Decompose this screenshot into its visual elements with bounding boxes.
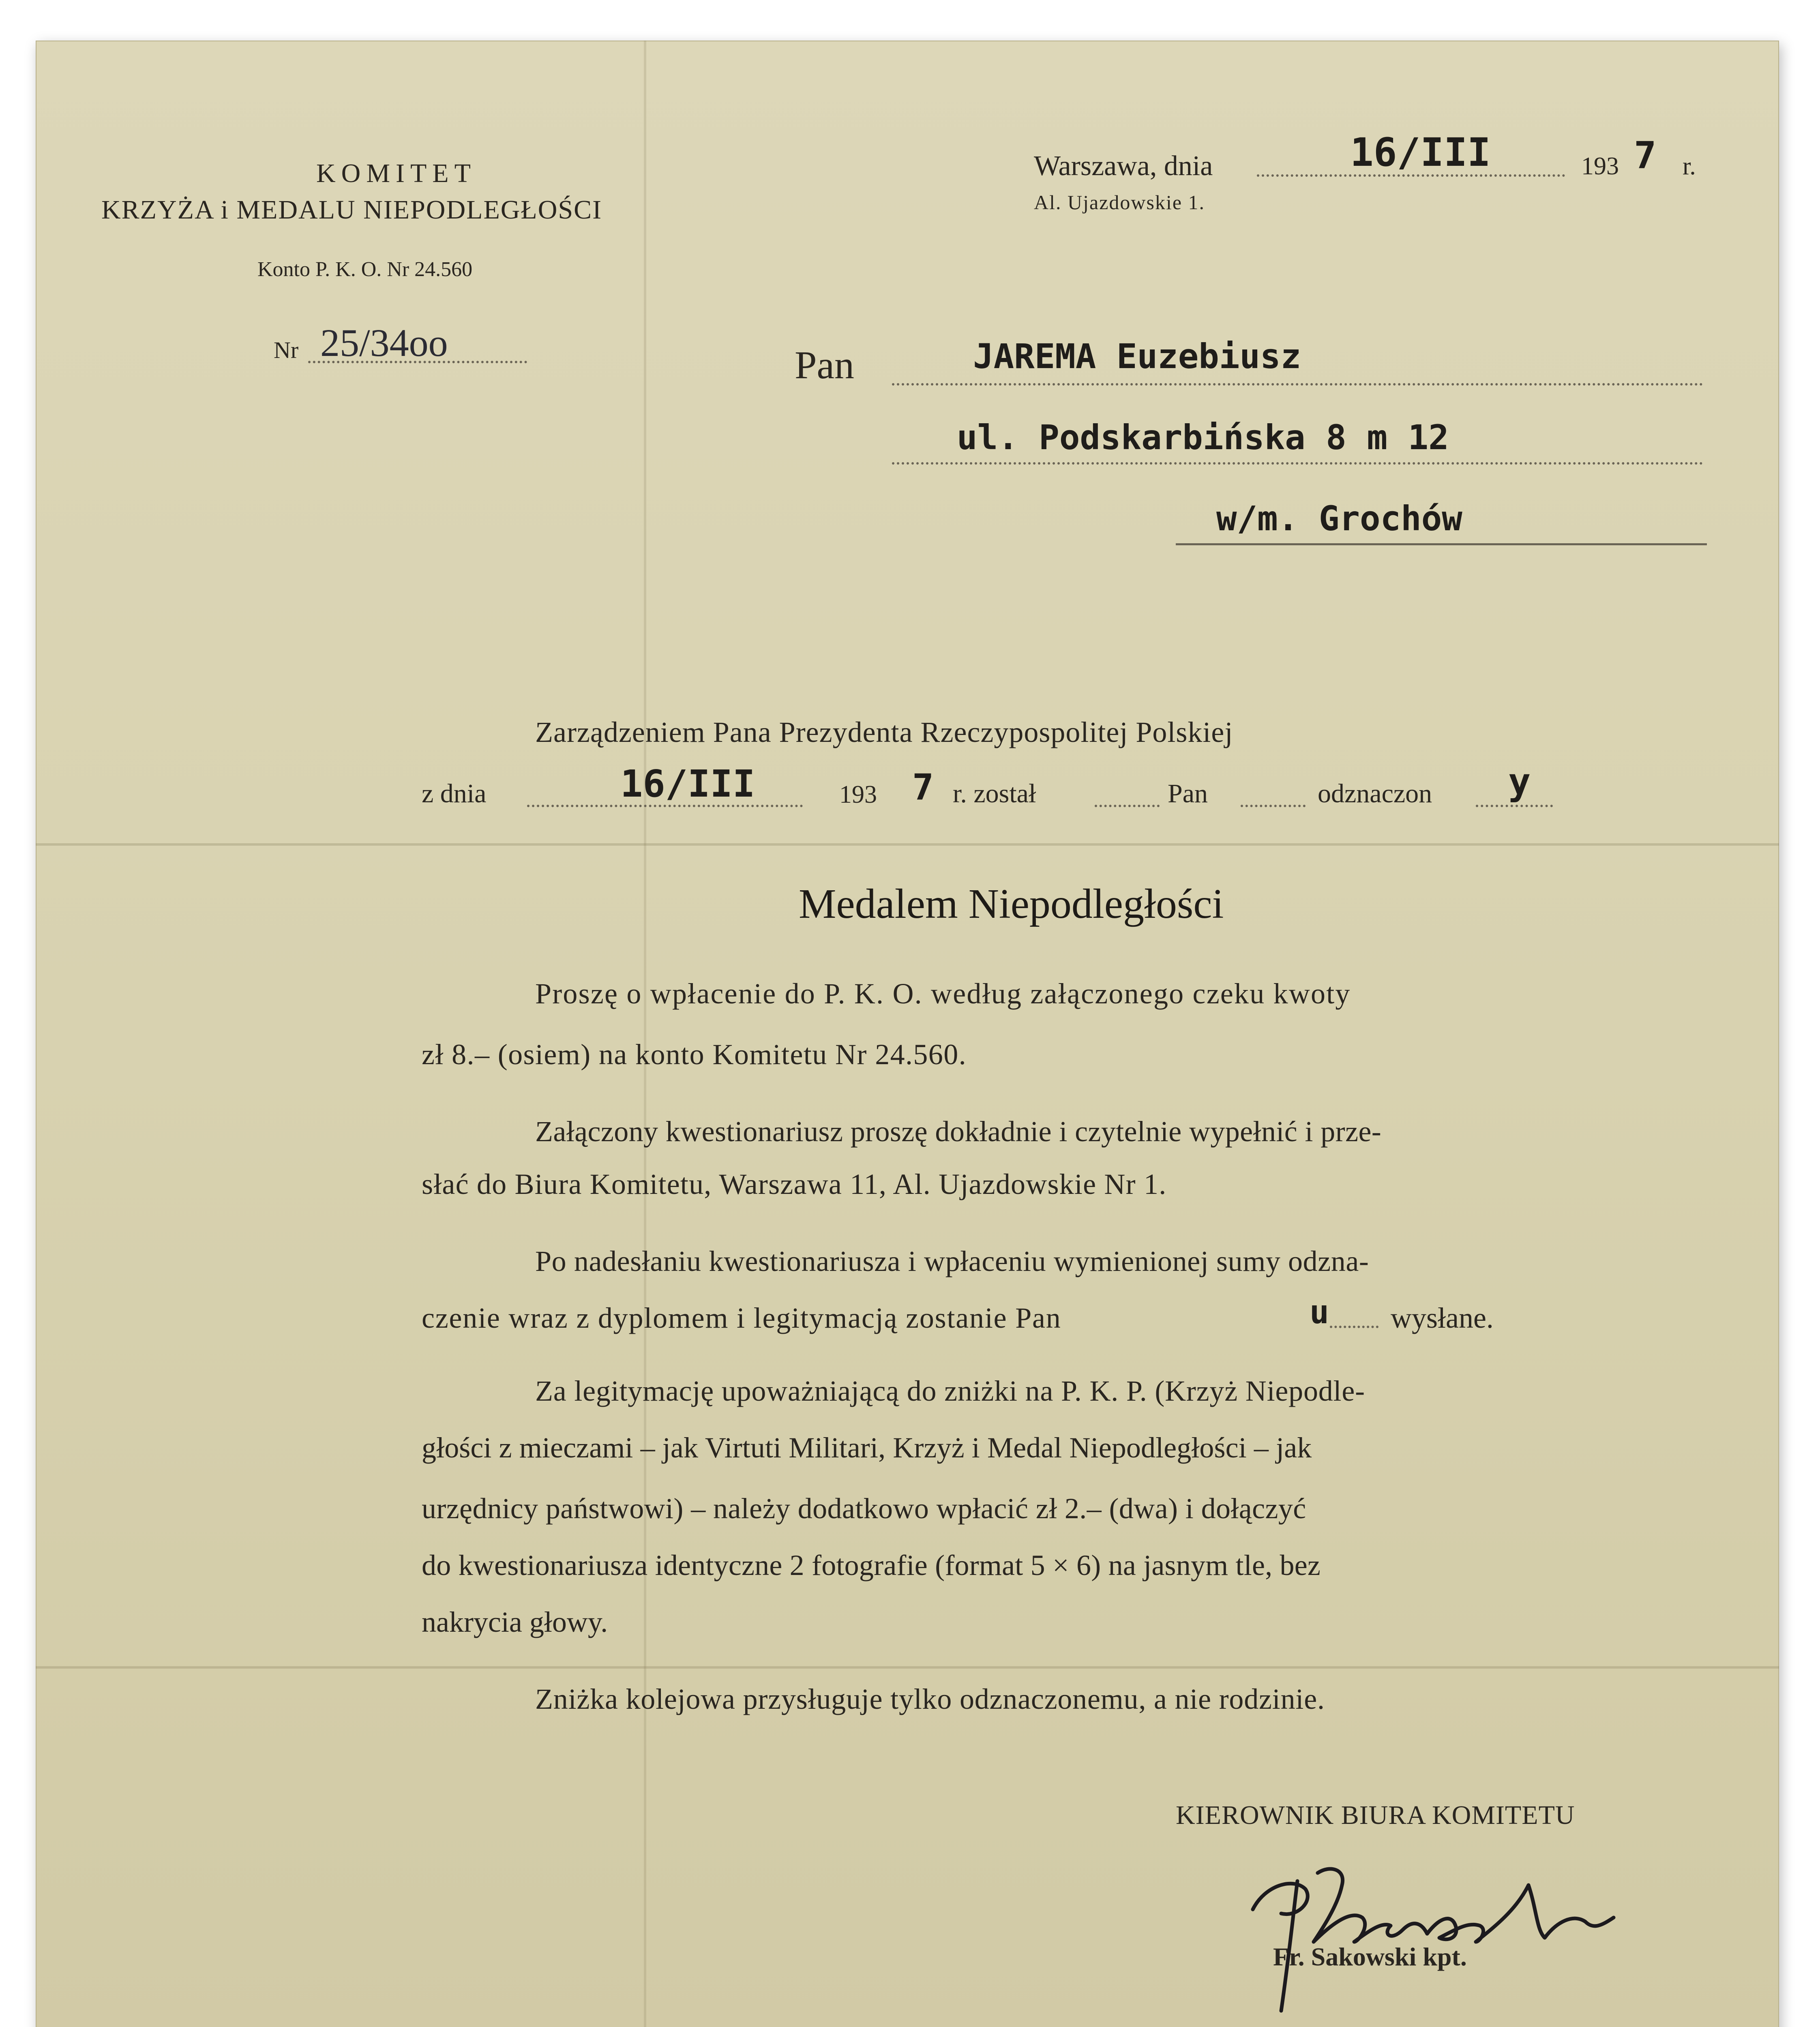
p4-line1: Za legitymację upoważniającą do zniżki na P. K. P. (Krzyż Niepodle- bbox=[535, 1375, 1365, 1407]
date-value: 16/III bbox=[1350, 130, 1491, 175]
recipient-name: JAREMA Euzebiusz bbox=[973, 336, 1301, 376]
signature-name: Fr. Sakowski kpt. bbox=[1273, 1942, 1467, 1971]
p3-line2b: wysłane. bbox=[1391, 1302, 1494, 1334]
year-digit: 7 bbox=[1634, 134, 1657, 177]
fold-line-upper bbox=[36, 843, 1779, 846]
p4-line2: głości z mieczami – jak Virtuti Militari, Krzyż i Medal Niepodległości – jak bbox=[422, 1431, 1312, 1464]
p3-line1: Po nadesłaniu kwestionariusza i wpłaceniu wymienionej sumy odzna- bbox=[535, 1245, 1369, 1277]
p3-line2-fill: u bbox=[1310, 1293, 1329, 1331]
p2-line2: słać do Biura Komitetu, Warszawa 11, Al. Ujazdowskie Nr 1. bbox=[422, 1168, 1167, 1200]
decree-r-zostal: r. został bbox=[953, 779, 1036, 808]
letterhead-line2: KRZYŻA i MEDALU NIEPODLEGŁOŚCI bbox=[101, 195, 602, 225]
decree-pan-dots bbox=[1241, 805, 1306, 807]
recipient-city: w/m. Grochów bbox=[1216, 499, 1462, 538]
p1-line2: zł 8.– (osiem) na konto Komitetu Nr 24.560. bbox=[422, 1038, 967, 1071]
fold-line-vertical bbox=[644, 41, 646, 2027]
p4-line4: do kwestionariusza identyczne 2 fotografie (format 5 × 6) na jasnym tle, bez bbox=[422, 1549, 1321, 1581]
recipient-name-dots bbox=[892, 383, 1703, 386]
p3-fill-dots bbox=[1330, 1326, 1378, 1328]
p2-line1: Załączony kwestionariusz proszę dokładnie i czytelnie wypełnić i prze- bbox=[535, 1115, 1382, 1148]
nr-label: Nr bbox=[274, 337, 299, 363]
decree-odznaczon-suffix: y bbox=[1508, 760, 1531, 804]
decree-year-digit: 7 bbox=[912, 766, 934, 808]
city-label: Warszawa, dnia bbox=[1034, 150, 1213, 182]
decree-line1: Zarządzeniem Pana Prezydenta Rzeczypospolitej Polskiej bbox=[535, 716, 1233, 748]
letterhead-line3: Konto P. K. O. Nr 24.560 bbox=[257, 258, 473, 281]
decree-odznaczon: odznaczon bbox=[1318, 779, 1432, 808]
fold-line-lower bbox=[36, 1666, 1779, 1669]
recipient-label: Pan bbox=[795, 343, 854, 387]
office-address: Al. Ujazdowskie 1. bbox=[1034, 191, 1205, 214]
p1-line1: Proszę o wpłacenie do P. K. O. według załączonego czeku kwoty bbox=[535, 977, 1351, 1010]
year-prefix: 193 bbox=[1581, 152, 1619, 180]
signature-title: KIEROWNIK BIURA KOMITETU bbox=[1176, 1800, 1575, 1830]
p5-line1: Zniżka kolejowa przysługuje tylko odznaczonemu, a nie rodzinie. bbox=[535, 1683, 1325, 1715]
decree-pan: Pan bbox=[1168, 779, 1208, 808]
p4-line5: nakrycia głowy. bbox=[422, 1606, 608, 1638]
letterhead-line1: KOMITET bbox=[316, 159, 476, 188]
year-suffix: r. bbox=[1683, 152, 1696, 180]
recipient-city-line bbox=[1176, 543, 1707, 545]
p4-line3: urzędnicy państwowi) – należy dodatkowo wpłacić zł 2.– (dwa) i dołączyć bbox=[422, 1492, 1306, 1525]
decree-odznaczon-dots bbox=[1476, 805, 1553, 807]
decree-date-value: 16/III bbox=[620, 762, 755, 806]
recipient-street: ul. Podskarbińska 8 m 12 bbox=[957, 418, 1449, 457]
recipient-street-dots bbox=[892, 462, 1703, 465]
document-title: Medalem Niepodległości bbox=[799, 881, 1224, 927]
decree-z-dnia: z dnia bbox=[422, 779, 487, 808]
decree-year-prefix: 193 bbox=[839, 781, 877, 808]
handwritten-signature bbox=[1237, 1849, 1634, 2019]
nr-value: 25/34oo bbox=[320, 321, 448, 364]
decree-zostal-dots bbox=[1095, 805, 1160, 807]
p3-line2a: czenie wraz z dyplomem i legitymacją zostanie Pan bbox=[422, 1302, 1061, 1334]
